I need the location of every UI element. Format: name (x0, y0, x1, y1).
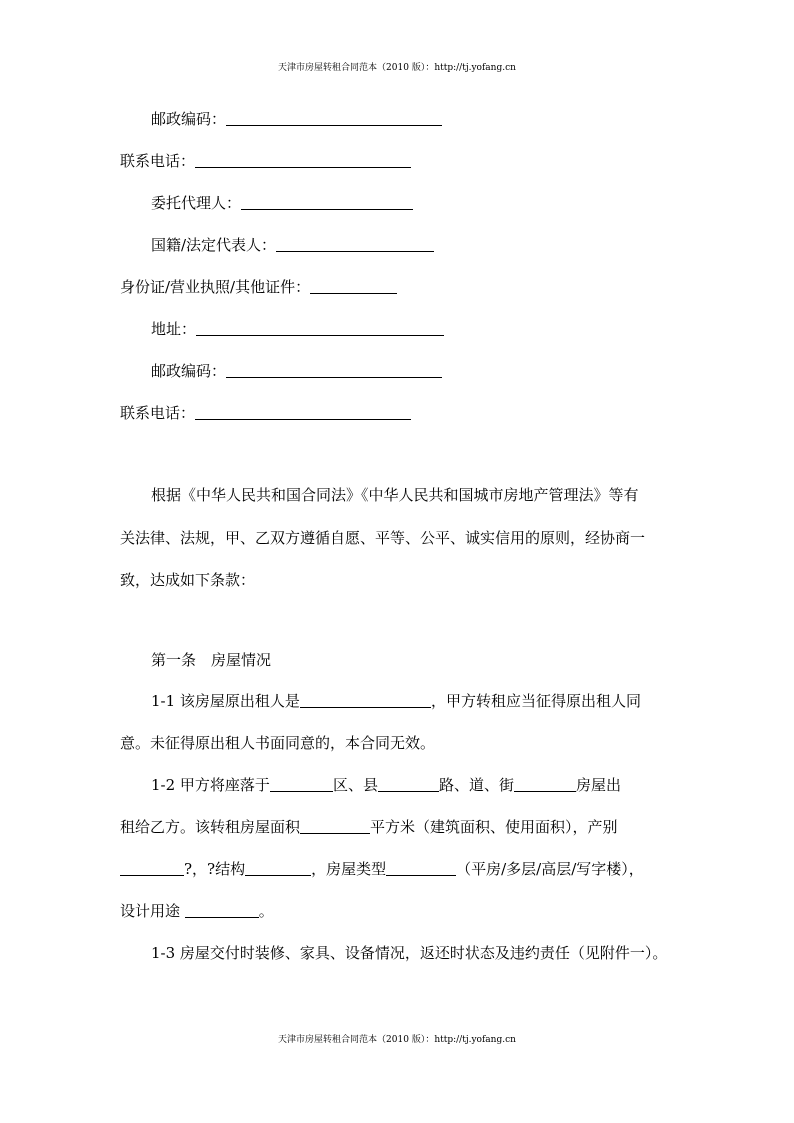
phone-label: 联系电话： (120, 404, 196, 422)
address-field[interactable] (196, 320, 444, 336)
postcode-field[interactable] (226, 110, 442, 126)
clause-text: （平房/多层/高层/写字楼）， (456, 860, 644, 878)
page-footer: 天津市房屋转租合同范本（2010 版）：http://tj.yofang.cn (278, 1035, 516, 1045)
postcode-label: 邮政编码： (151, 110, 227, 128)
nationality-field[interactable] (276, 236, 434, 252)
original-lessor-field[interactable] (300, 692, 431, 708)
house-field[interactable] (514, 776, 576, 792)
postcode-row-2 (151, 362, 442, 380)
property-type-field[interactable] (120, 860, 184, 876)
address-row (151, 320, 444, 338)
design-use-field[interactable] (185, 902, 259, 918)
clause-text: ，房屋类型 (311, 860, 387, 878)
postcode-field[interactable] (226, 362, 442, 378)
clause-text: ，甲方转租应当征得原出租人同 (430, 692, 641, 710)
clause-text: 设计用途 (120, 902, 181, 920)
clause-text: 1-1 该房屋原出租人是 (151, 692, 300, 710)
postcode-row-1 (151, 110, 442, 128)
clause-text: 路、道、街 (438, 776, 514, 794)
agent-row (151, 194, 413, 212)
agent-field[interactable] (241, 194, 413, 210)
clause-1-1-line-2: 意。未征得原出租人书面同意的，本合同无效。 (120, 734, 436, 752)
intro-line-3: 致，达成如下条款： (120, 571, 256, 589)
clause-text: 租给乙方。该转租房屋面积 (120, 818, 301, 836)
clause-1-1-line-1 (151, 692, 641, 710)
district-field[interactable] (270, 776, 333, 792)
nationality-label: 国籍/法定代表人： (151, 236, 277, 254)
clause-text: 平方米（建筑面积、使用面积），产别 (370, 818, 618, 836)
clause-text: ?，?结构 (184, 860, 246, 878)
clause-1-2-line-3 (120, 860, 644, 878)
id-label: 身份证/营业执照/其他证件： (120, 278, 311, 296)
road-field[interactable] (378, 776, 439, 792)
clause-text: 房屋出 (575, 776, 621, 794)
clause-1-2-line-4 (120, 902, 274, 920)
clause-text: 。 (258, 902, 274, 920)
nationality-row (151, 236, 434, 254)
phone-field[interactable] (195, 404, 411, 420)
house-type-field[interactable] (386, 860, 456, 876)
phone-row-2 (120, 404, 411, 422)
agent-label: 委托代理人： (151, 194, 242, 212)
article-1-title: 第一条 房屋情况 (151, 651, 272, 669)
area-field[interactable] (300, 818, 370, 834)
postcode-label: 邮政编码： (151, 362, 227, 380)
clause-1-3: 1-3 房屋交付时装修、家具、设备情况，返还时状态及违约责任（见附件一）。 (151, 944, 668, 962)
intro-line-2: 关法律、法规，甲、乙双方遵循自愿、平等、公平、诚实信用的原则，经协商一 (120, 529, 646, 547)
page-header: 天津市房屋转租合同范本（2010 版）：http://tj.yofang.cn (278, 63, 516, 73)
phone-field[interactable] (195, 152, 411, 168)
clause-text: 区、县 (332, 776, 378, 794)
clause-1-2-line-1 (151, 776, 621, 794)
clause-1-2-line-2 (120, 818, 618, 836)
phone-label: 联系电话： (120, 152, 196, 170)
clause-text: 1-2 甲方将座落于 (151, 776, 270, 794)
phone-row-1 (120, 152, 411, 170)
address-label: 地址： (151, 320, 197, 338)
id-field[interactable] (310, 278, 397, 294)
structure-field[interactable] (245, 860, 311, 876)
id-row (120, 278, 397, 296)
intro-line-1: 根据《中华人民共和国合同法》《中华人民共和国城市房地产管理法》等有 (151, 486, 639, 504)
